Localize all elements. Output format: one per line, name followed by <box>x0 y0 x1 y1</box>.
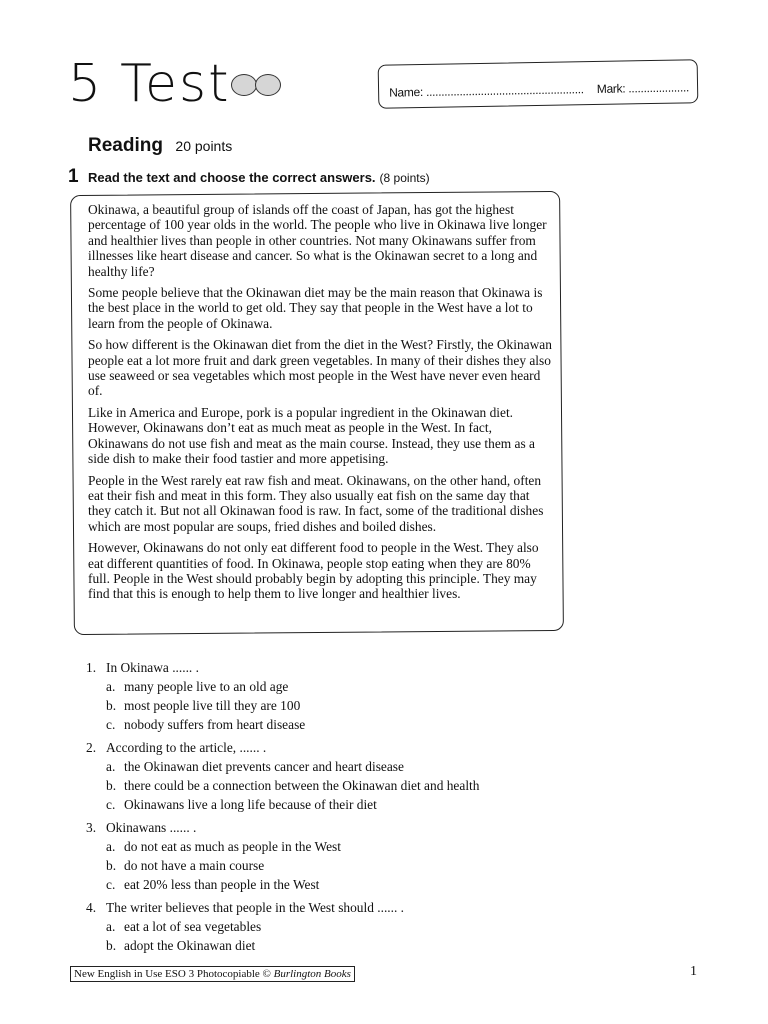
task-points: (8 points) <box>379 171 430 185</box>
answer-option[interactable] <box>106 677 606 696</box>
page-number: 1 <box>690 964 697 979</box>
option-letter: c. <box>106 717 116 732</box>
question-number: 4. <box>86 900 97 915</box>
question-item <box>86 658 606 734</box>
mark-field[interactable]: Mark: .................... <box>596 80 690 96</box>
option-letter: b. <box>106 778 117 793</box>
option-letter: b. <box>106 858 117 873</box>
test-title <box>68 50 281 114</box>
option-letter: a. <box>106 919 116 934</box>
footer-credit <box>70 966 355 982</box>
name-mark-box <box>378 59 699 109</box>
option-text: the Okinawan diet prevents cancer and heart disease <box>124 759 404 774</box>
answer-option[interactable] <box>106 795 606 814</box>
test-label: Test <box>120 54 231 114</box>
unit-number: 5 <box>68 54 103 114</box>
option-letter: a. <box>106 759 116 774</box>
option-text: most people live till they are 100 <box>124 698 301 713</box>
answer-option[interactable] <box>106 936 606 955</box>
option-text: eat a lot of sea vegetables <box>124 919 262 934</box>
question-number: 2. <box>86 740 97 755</box>
publisher-name: Burlington Books <box>273 968 351 980</box>
answer-option[interactable] <box>106 757 606 776</box>
section-points: 20 points <box>175 138 233 154</box>
answer-option[interactable] <box>106 837 606 856</box>
answer-option[interactable] <box>106 875 606 894</box>
passage-paragraph: Like in America and Europe, pork is a popular ingredient in the Okinawan diet. However, Okinawans don’t eat as much meat as people in the West. In fact, Okinawans do not use fish and meat as the main course. Instead, they use them as a side dish to make their food tastier and more appetising. <box>88 404 535 467</box>
passage-paragraph: So how different is the Okinawan diet from the diet in the West? Firstly, the Okinawan people eat a lot more fruit and dark green vegetables. In many of their dishes they also use seaweed or sea vegetables which most people in the West have never even heard of. <box>88 337 552 399</box>
option-text: adopt the Okinawan diet <box>124 938 256 953</box>
passage-paragraph: However, Okinawans do not only eat different food to people in the West. They also eat different quantities of food. In Okinawa, people stop eating when they are 80% full. People in the West should probably begin by adopting this principle. They may find that this is enough to help them to live longer and healthier lives. <box>88 540 539 602</box>
option-text: nobody suffers from heart disease <box>124 717 306 732</box>
credit-text: New English in Use ESO 3 Photocopiable © <box>74 968 274 980</box>
passage-paragraph: Okinawa, a beautiful group of islands off the coast of Japan, has got the highest percentage of 100 year olds in the world. The people who live in Okinawa live longer and healthier lives than people in other countries. Not many Okinawans suffer from illnesses like heart disease and cancer. So what is the Okinawan secret to a long and healthy life? <box>88 202 547 279</box>
section-title: Reading <box>88 135 163 156</box>
answer-option[interactable] <box>106 696 606 715</box>
option-text: do not eat as much as people in the West <box>124 839 341 854</box>
question-item <box>86 818 606 894</box>
question-stem: In Okinawa ...... . <box>106 660 199 675</box>
passage-paragraph: Some people believe that the Okinawan diet may be the main reason that Okinawa is the best place in the world to get old. They say that people in the West have a lot to learn from the people of Okinawa. <box>88 285 543 331</box>
question-item <box>86 898 606 955</box>
answer-option[interactable] <box>106 776 606 795</box>
option-text: there could be a connection between the Okinawan diet and health <box>124 778 480 793</box>
reading-passage <box>88 202 554 608</box>
task-heading <box>68 166 430 188</box>
option-letter: c. <box>106 797 116 812</box>
answer-option[interactable] <box>106 715 606 734</box>
task-number: 1 <box>68 166 79 187</box>
option-letter: b. <box>106 938 117 953</box>
option-letter: c. <box>106 877 116 892</box>
option-letter: b. <box>106 698 117 713</box>
answer-option[interactable] <box>106 856 606 875</box>
question-stem: According to the article, ...... . <box>106 740 267 755</box>
task-instruction: Read the text and choose the correct answers. <box>88 170 376 185</box>
passage-paragraph: People in the West rarely eat raw fish and meat. Okinawans, on the other hand, often eat their fish and meat in this form. They also usually eat fish on the same day that they catch it. But not all Okinawan food is raw. In fact, some of the traditional dishes which are most popular are soups, fried dishes and boiled dishes. <box>88 472 544 534</box>
option-text: many people live to an old age <box>124 679 289 694</box>
question-list <box>86 658 606 959</box>
question-stem: The writer believes that people in the West should ...... . <box>106 900 405 915</box>
question-number: 3. <box>86 820 97 835</box>
decorative-circles-icon <box>233 74 281 96</box>
question-stem: Okinawans ...... . <box>106 820 197 835</box>
option-letter: a. <box>106 679 116 694</box>
section-heading <box>88 135 232 157</box>
option-text: Okinawans live a long life because of their diet <box>124 797 377 812</box>
question-item <box>86 738 606 814</box>
option-text: eat 20% less than people in the West <box>124 877 320 892</box>
answer-option[interactable] <box>106 917 606 936</box>
option-letter: a. <box>106 839 116 854</box>
question-number: 1. <box>86 660 97 675</box>
name-field[interactable]: Name: .................................................... <box>389 82 584 100</box>
option-text: do not have a main course <box>124 858 265 873</box>
